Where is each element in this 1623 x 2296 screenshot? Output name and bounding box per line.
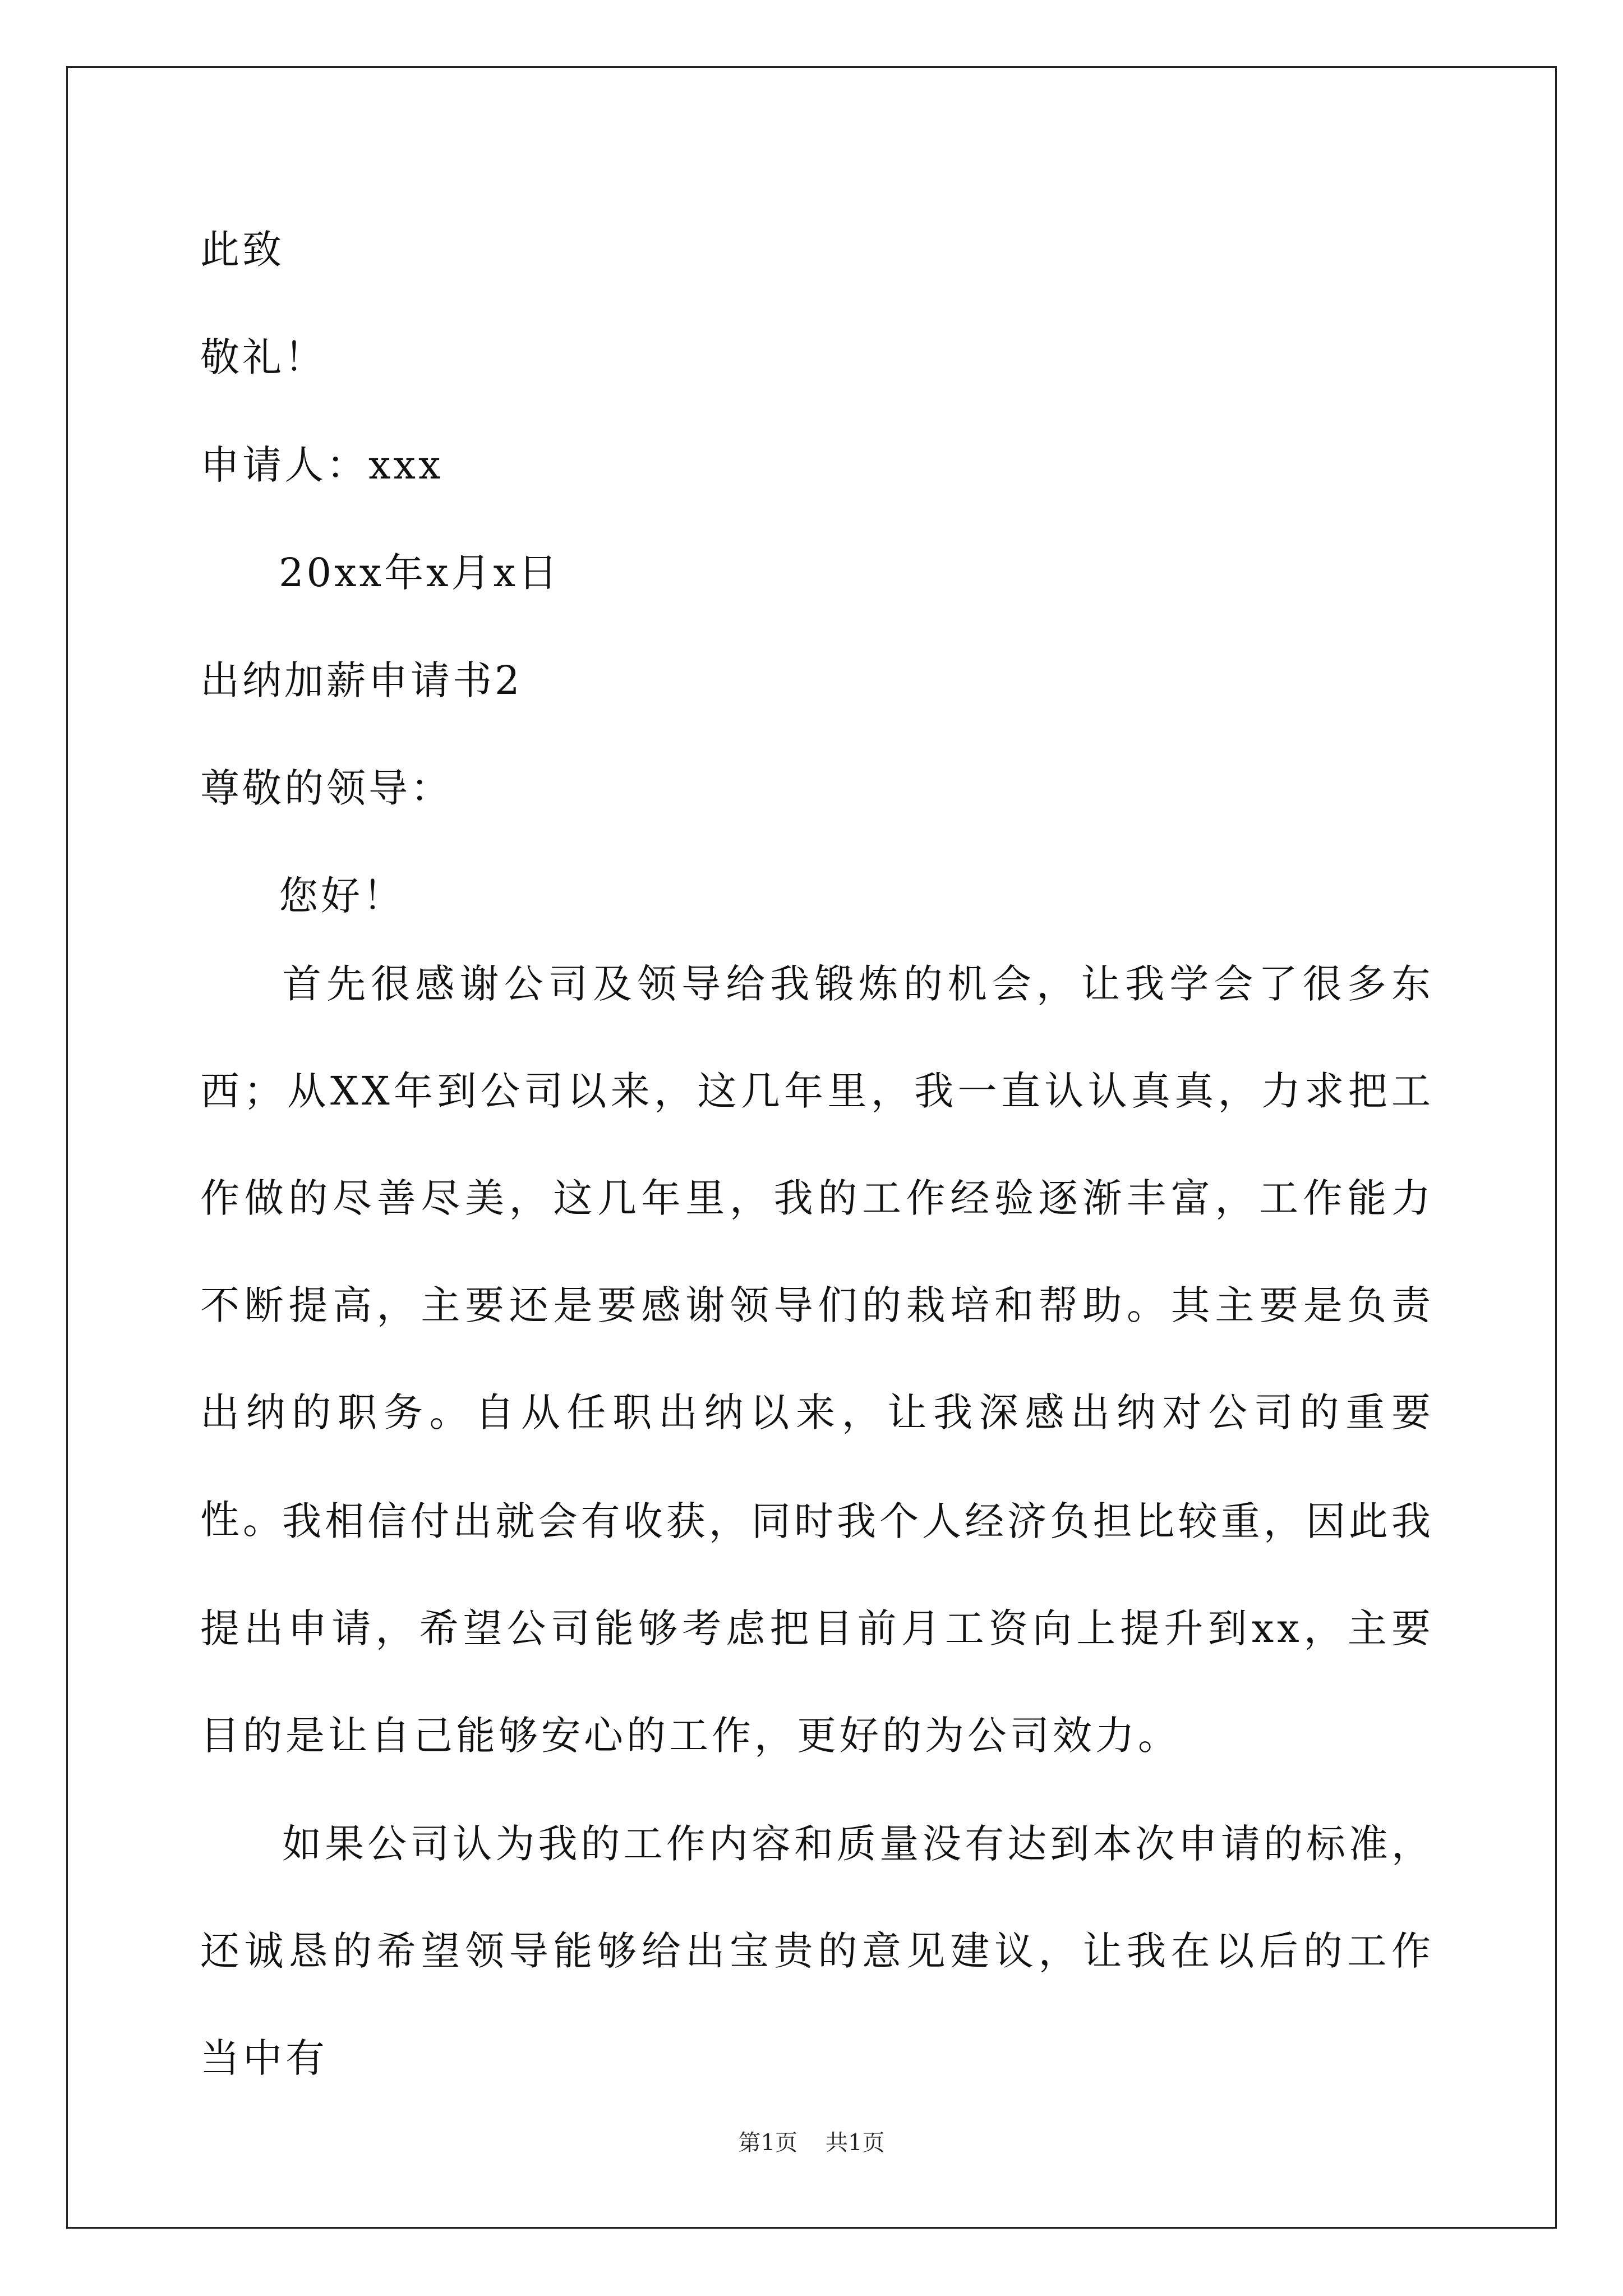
page-number-current: 第1页 [738,2130,797,2156]
closing-line-2: 敬礼！ [200,334,326,380]
document-title: 出纳加薪申请书2 [200,657,523,703]
salutation-line: 尊敬的领导： [200,765,453,811]
paragraph-2: 我相信付出就会有收获，同时我个人经济负担比较重，因此我提出申请，希望公司能够考虑把目前月工资向上提升到xx，主要目的是让自己能够安心的工作，更好的为公司效力。 [200,1498,1434,1759]
page-number-total: 共1页 [826,2130,885,2156]
paragraph-3: 如果公司认为我的工作内容和质量没有达到本次申请的标准，还诚恳的希望领导能够给出宝贵的意见建议，让我在以后的工作当中有 [200,1821,1434,2081]
date-line: 20xx年x月x日 [279,550,560,596]
applicant-line: 申请人：xxx [200,442,444,488]
greeting-line: 您好！ [279,873,405,919]
page-footer [0,2132,1623,2154]
paragraph-1: 首先很感谢公司及领导给我锻炼的机会，让我学会了很多东西；从XX年到公司以来，这几年里，我一直认认真真，力求把工作做的尽善尽美，这几年里，我的工作经验逐渐丰富，工作能力不断提高，主要还是要感谢领导们的栽培和帮助。其主要是负责出纳的职务。自从任职出纳以来，让我深感出纳对公司的重要性。 [200,961,1434,1543]
closing-line-1: 此致 [200,227,284,273]
